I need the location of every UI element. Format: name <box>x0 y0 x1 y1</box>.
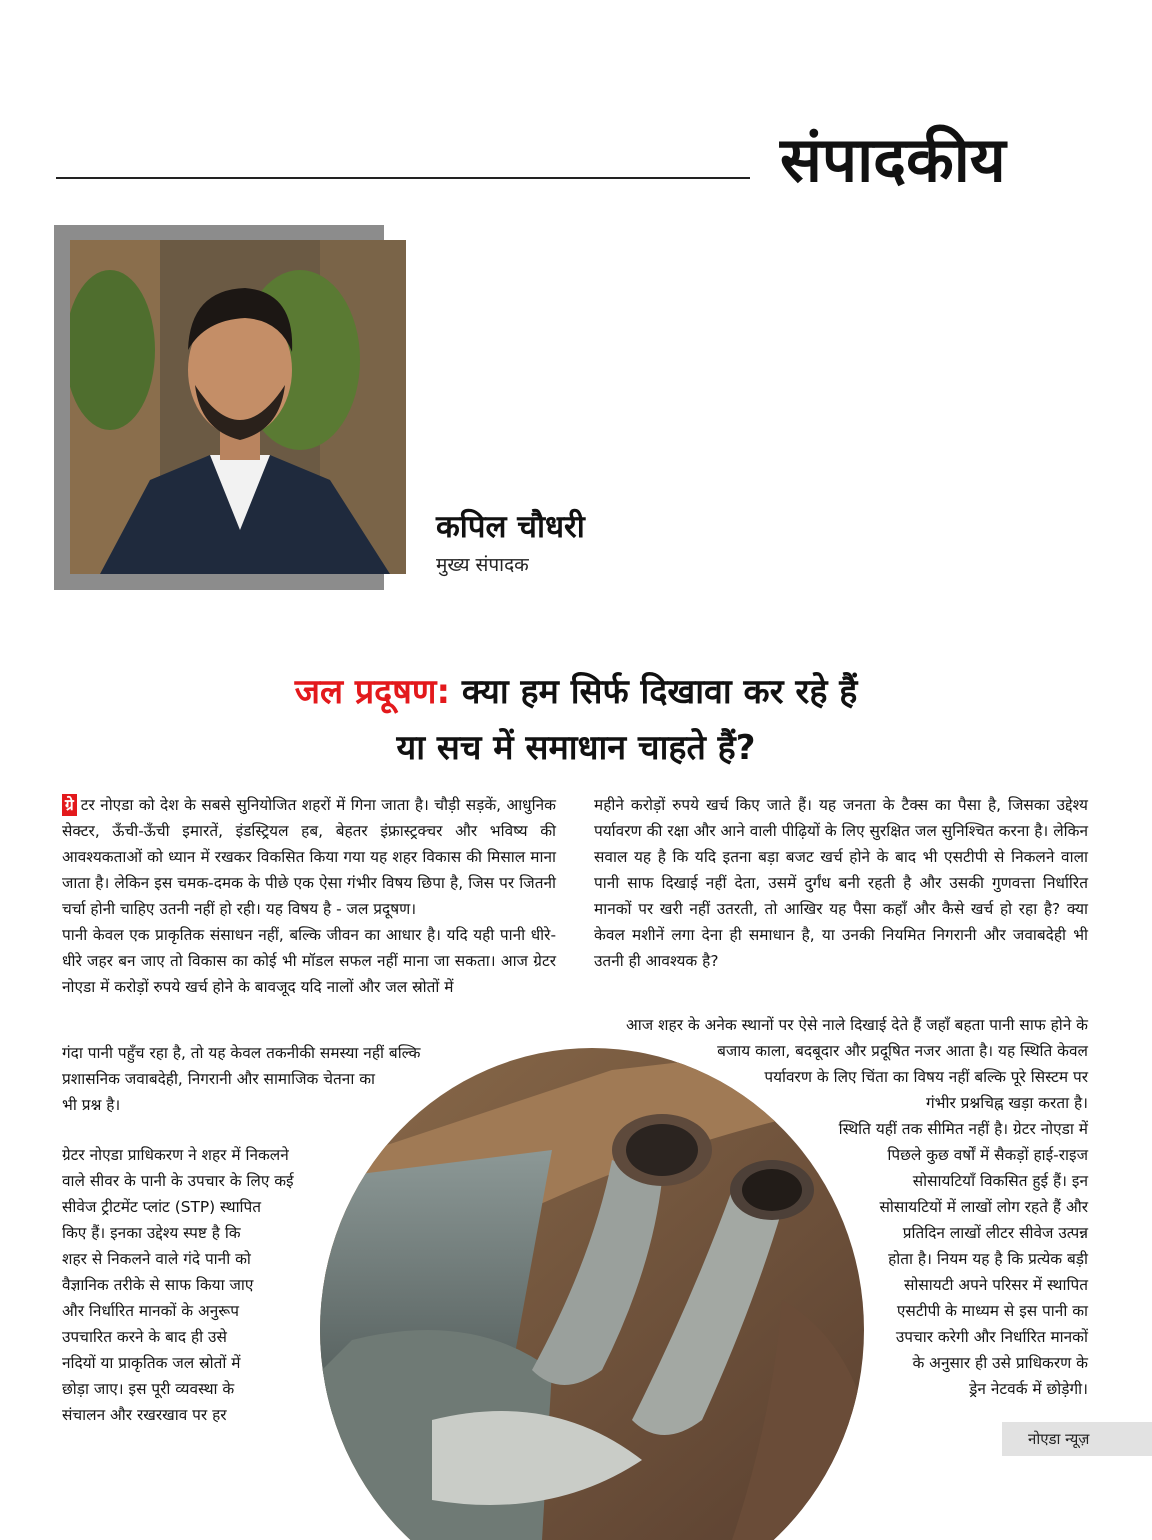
headline-line-1 <box>60 664 1092 720</box>
article-column-left <box>62 792 556 1000</box>
footer-tag: नोएडा न्यूज़ <box>1002 1422 1152 1456</box>
paragraph-4: महीने करोड़ों रुपये खर्च किए जाते हैं। यह जनता के टैक्स का पैसा है, जिसका उद्देश्य पर्यावरण की रक्षा और आने वाली पीढ़ियों के लिए सुरक्षित जल सुनिश्चित करना है। लेकिन सवाल यह है कि यदि इतना बड़ा बजट खर्च होने के बाद भी एसटीपी से निकलने वाला पानी साफ दिखाई नहीं देता, उसमें दुर्गंध बनी रहती है और उसकी गुणवत्ता निर्धारित मानकों पर खरी नहीं उतरती, तो आखिर यह पैसा कहाँ और कैसे खर्च हो रहा है? क्या केवल मशीनें लगा देना ही समाधान है, या उनकी नियमित निगरानी और जवाबदेही भी उतनी ही आवश्यक है? <box>594 796 1088 970</box>
text-line: के अनुसार ही उसे प्राधिकरण के <box>912 1354 1088 1372</box>
header-rule <box>56 177 750 179</box>
text-line: एसटीपी के माध्यम से इस पानी का <box>896 1302 1088 1320</box>
text-line: सोसायटियाँ विकसित हुई हैं। इन <box>912 1172 1088 1190</box>
paragraph-3 <box>62 1142 334 1428</box>
text-line: भी प्रश्न है। <box>62 1096 121 1114</box>
author-role: मुख्य संपादक <box>436 554 529 576</box>
text-line: ड्रेन नेटवर्क में छोड़ेगी। <box>969 1380 1088 1398</box>
text-line: संचालन और रखरखाव पर हर <box>62 1406 227 1424</box>
sewage-pipe-image <box>312 1040 872 1540</box>
text-line: आज शहर के अनेक स्थानों पर ऐसे नाले दिखाई देते हैं जहाँ बहता पानी साफ होने के <box>626 1016 1088 1034</box>
text-line: छोड़ा जाए। इस पूरी व्यवस्था के <box>62 1380 235 1398</box>
text-line: सीवेज ट्रीटमेंट प्लांट (STP) स्थापित <box>62 1198 262 1216</box>
article-column-right <box>594 792 1088 974</box>
text-line: बजाय काला, बदबूदार और प्रदूषित नजर आता है। यह स्थिति केवल <box>717 1042 1088 1060</box>
headline <box>60 664 1092 776</box>
author-name: कपिल चौधरी <box>436 509 585 545</box>
section-title: संपादकीय <box>780 123 1006 196</box>
text-line: प्रशासनिक जवाबदेही, निगरानी और सामाजिक चेतना का <box>62 1070 376 1088</box>
text-line: नदियों या प्राकृतिक जल स्रोतों में <box>62 1354 241 1372</box>
text-line: पर्यावरण के लिए चिंता का विषय नहीं बल्कि पूरे सिस्टम पर <box>764 1068 1088 1086</box>
text-line: ग्रेटर नोएडा प्राधिकरण ने शहर में निकलने <box>62 1146 289 1164</box>
text-line: उपचारित करने के बाद ही उसे <box>62 1328 227 1346</box>
dropcap: ग्रे <box>62 794 77 816</box>
headline-line-2: या सच में समाधान चाहते हैं? <box>396 728 756 768</box>
text-line: सोसायटी अपने परिसर में स्थापित <box>904 1276 1088 1294</box>
author-photo <box>70 240 406 574</box>
text-line: होता है। नियम यह है कि प्रत्येक बड़ी <box>888 1250 1088 1268</box>
paragraph-1: ग्रे टर नोएडा को देश के सबसे सुनियोजित शहरों में गिना जाता है। चौड़ी सड़कें, आधुनिक सेक्टर, ऊँची-ऊँची इमारतें, इंडस्ट्रियल हब, बेहतर इंफ्रास्ट्रक्चर और भविष्य की आवश्यकताओं को ध्यान में रखकर विकसित किया गया यह शहर विकास की मिसाल माना जाता है। लेकिन इस चमक-दमक के पीछे एक ऐसा गंभीर विषय छिपा है, जिस पर जितनी चर्चा होनी चाहिए उतनी नहीं हो रही। यह विषय है - जल प्रदूषण। <box>62 796 556 918</box>
headline-rest: क्या हम सिर्फ दिखावा कर रहे हैं <box>450 672 858 712</box>
headline-highlight: जल प्रदूषण: <box>294 672 451 712</box>
text-line: स्थिति यहीं तक सीमित नहीं है। ग्रेटर नोएडा में <box>838 1120 1088 1138</box>
text-line: पिछले कुछ वर्षों में सैकड़ों हाई-राइज <box>887 1146 1088 1164</box>
text-line: वैज्ञानिक तरीके से साफ किया जाए <box>62 1276 254 1294</box>
text-line: प्रतिदिन लाखों लीटर सीवेज उत्पन्न <box>902 1224 1088 1242</box>
text-line: शहर से निकलने वाले गंदे पानी को <box>62 1250 251 1268</box>
text-line: वाले सीवर के पानी के उपचार के लिए कई <box>62 1172 294 1190</box>
text-line: गंभीर प्रश्नचिह्न खड़ा करता है। <box>926 1094 1088 1112</box>
text-line: किए हैं। इनका उद्देश्य स्पष्ट है कि <box>62 1224 241 1242</box>
text-line: उपचार करेगी और निर्धारित मानकों <box>895 1328 1088 1346</box>
text-line: सोसायटियों में लाखों लोग रहते हैं और <box>879 1198 1088 1216</box>
paragraph-2: पानी केवल एक प्राकृतिक संसाधन नहीं, बल्कि जीवन का आधार है। यदि यही पानी धीरे-धीरे जहर बन जाए तो विकास का कोई भी मॉडल सफल नहीं माना जा सकता। आज ग्रेटर नोएडा में करोड़ों रुपये खर्च होने के बावजूद यदि नालों और जल स्रोतों में <box>62 926 556 996</box>
text-line: और निर्धारित मानकों के अनुरूप <box>62 1302 239 1320</box>
text-line: गंदा पानी पहुँच रहा है, तो यह केवल तकनीकी समस्या नहीं बल्कि <box>62 1044 421 1062</box>
